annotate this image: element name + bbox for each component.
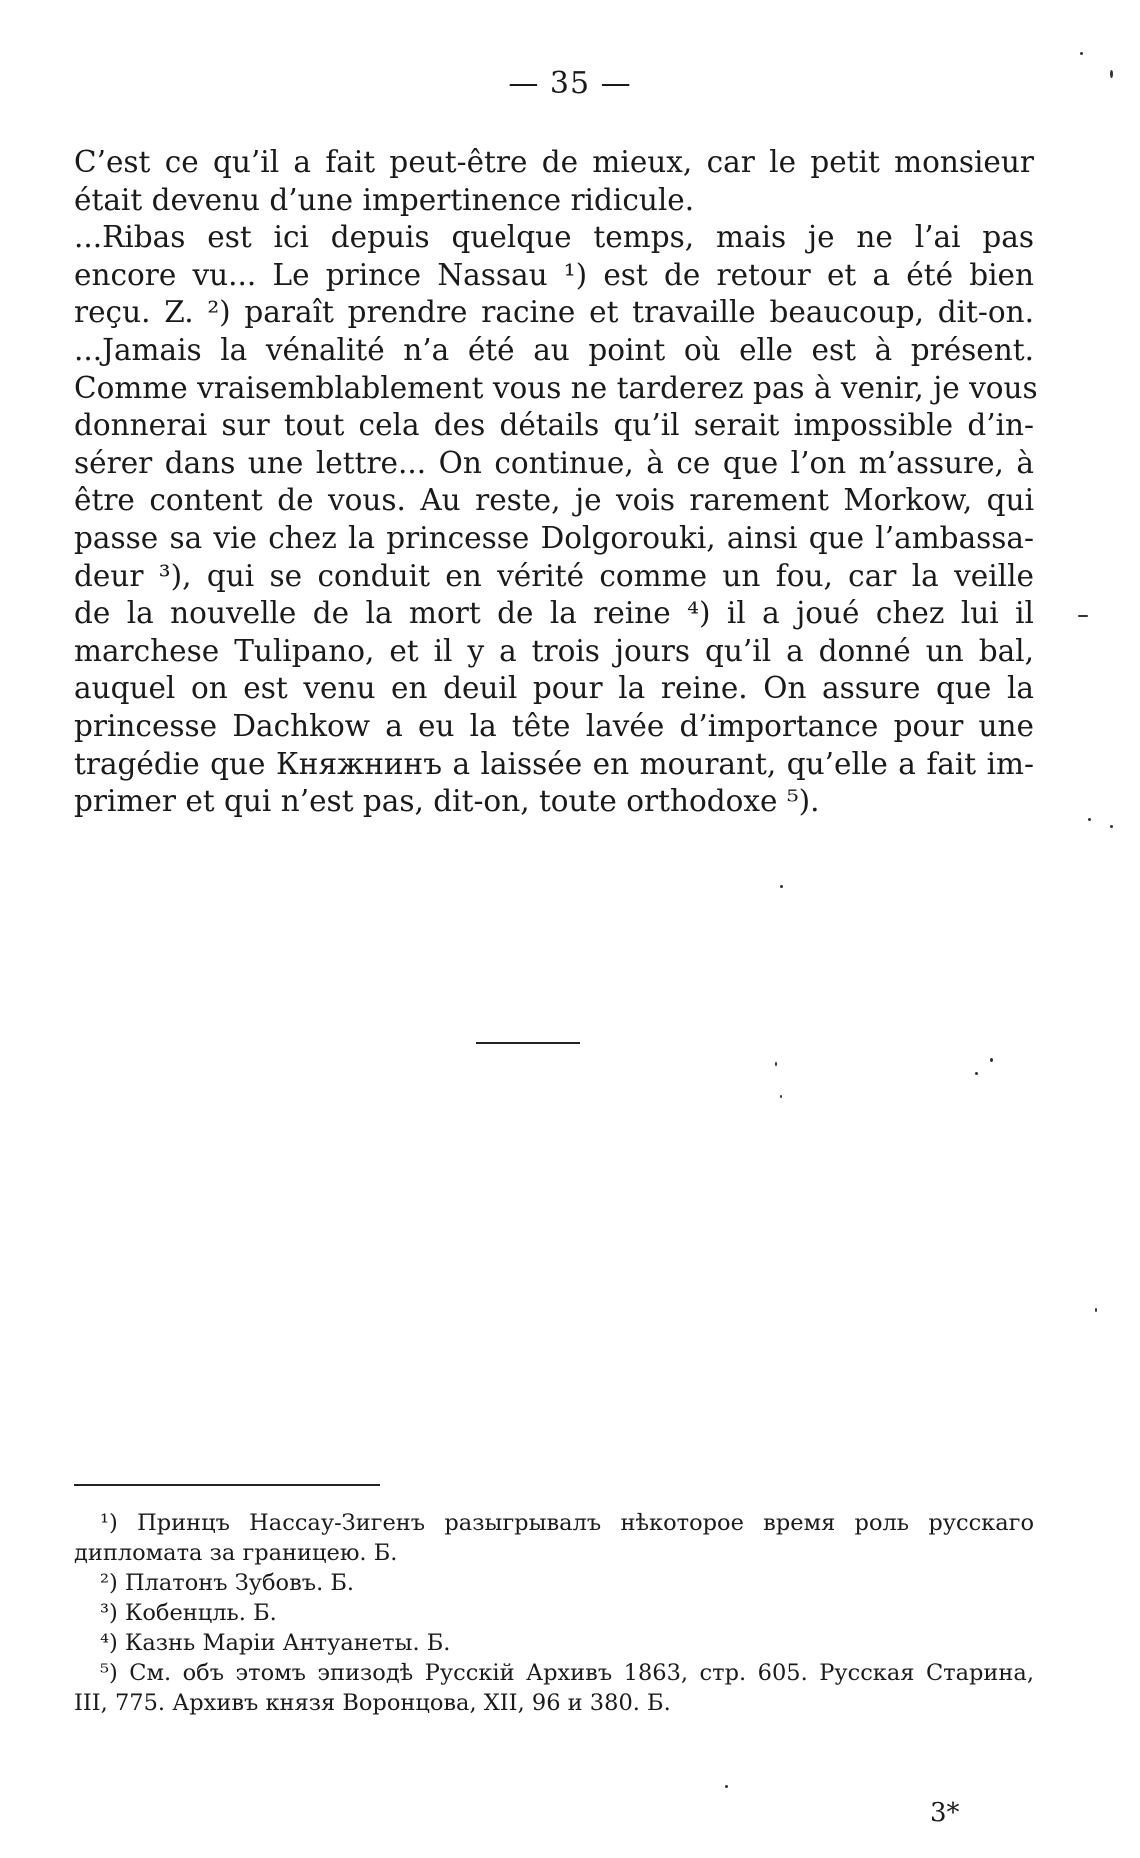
footnote-divider (74, 1484, 380, 1486)
body-line: de la nouvelle de la mort de la reine ⁴) il a joué chez lui il (74, 596, 1034, 631)
body-line: ...Ribas est ici depuis quelque temps, mais je ne l’ai pas (74, 220, 1034, 255)
body-line: marchese Tulipano, et il y a trois jours qu’il a donné un bal, (74, 633, 1034, 668)
body-line: princesse Dachkow a eu la tête lavée d’importance pour une (74, 708, 1034, 743)
scan-speck (780, 885, 783, 888)
body-line: reçu. Z. ²) paraît prendre racine et travaille beaucoup, dit-on. (74, 295, 1034, 330)
body-line: était devenu d’une impertinence ridicule. (74, 182, 695, 217)
footnote-line: ⁴) Казнь Маріи Антуанеты. Б. (100, 1630, 451, 1656)
signature-mark: 3* (930, 1798, 960, 1828)
footnote-line: ²) Платонъ Зубовъ. Б. (100, 1570, 355, 1596)
scan-speck (975, 1072, 978, 1075)
letter-body (74, 144, 1038, 821)
body-line: Comme vraisemblablement vous ne tarderez pas à venir, je vous (74, 370, 1038, 405)
body-line: ...Jamais la vénalité n’a été au point où elle est à présent. (74, 332, 1034, 367)
scan-speck (775, 1062, 777, 1066)
body-line: être content de vous. Au reste, je vois rarement Morkow, qui (74, 483, 1034, 518)
body-line: encore vu... Le prince Nassau ¹) est de retour et a été bien (74, 257, 1034, 292)
body-line: passe sa vie chez la princesse Dolgorouki, ainsi que l’ambassa- (74, 520, 1034, 555)
scan-speck (990, 1058, 993, 1062)
footnote-5 (74, 1658, 1034, 1718)
footnote-line: дипломата за границею. Б. (74, 1540, 398, 1566)
body-line: donnerai sur tout cela des détails qu’il serait impossible d’in- (74, 408, 1034, 443)
footnote-3 (74, 1598, 1034, 1628)
scan-speck (725, 1785, 728, 1788)
section-divider (476, 1042, 580, 1044)
footnote-line: ¹) Принцъ Нассау-Зигенъ разыгрывалъ нѣкоторое время роль русскаго (100, 1510, 1034, 1536)
body-line: auquel on est venu en deuil pour la reine. On assure que la (74, 671, 1034, 706)
body-line: tragédie que Княжнинъ a laissée en mourant, qu’elle a fait im- (74, 746, 1034, 781)
footnote-line: III, 775. Архивъ князя Воронцова, XII, 96 и 380. Б. (74, 1690, 671, 1716)
footnotes (74, 1508, 1034, 1718)
scan-speck (1088, 818, 1091, 821)
scan-speck (1110, 70, 1113, 78)
footnote-2 (74, 1568, 1034, 1598)
scan-speck (1095, 1308, 1097, 1312)
footnote-4 (74, 1628, 1034, 1658)
body-line: C’est ce qu’il a fait peut-être de mieux, car le petit monsieur (74, 145, 1034, 179)
footnote-1 (74, 1508, 1034, 1568)
page-number: — 35 — (508, 66, 632, 101)
footnote-line: ⁵) См. объ этомъ эпизодѣ Русскій Архивъ 1863, стр. 605. Русская Старина, (100, 1660, 1034, 1686)
scan-speck (1078, 615, 1088, 617)
scan-speck (1110, 825, 1113, 828)
scan-speck (780, 1095, 782, 1098)
body-line: primer et qui n’est pas, dit-on, toute orthodoxe ⁵). (74, 784, 820, 819)
scan-speck (1080, 52, 1083, 55)
body-line: sérer dans une lettre... On continue, à ce que l’on m’assure, à (74, 445, 1034, 480)
footnote-line: ³) Кобенцль. Б. (100, 1600, 277, 1626)
body-line: deur ³), qui se conduit en vérité comme un fou, car la veille (74, 558, 1034, 593)
